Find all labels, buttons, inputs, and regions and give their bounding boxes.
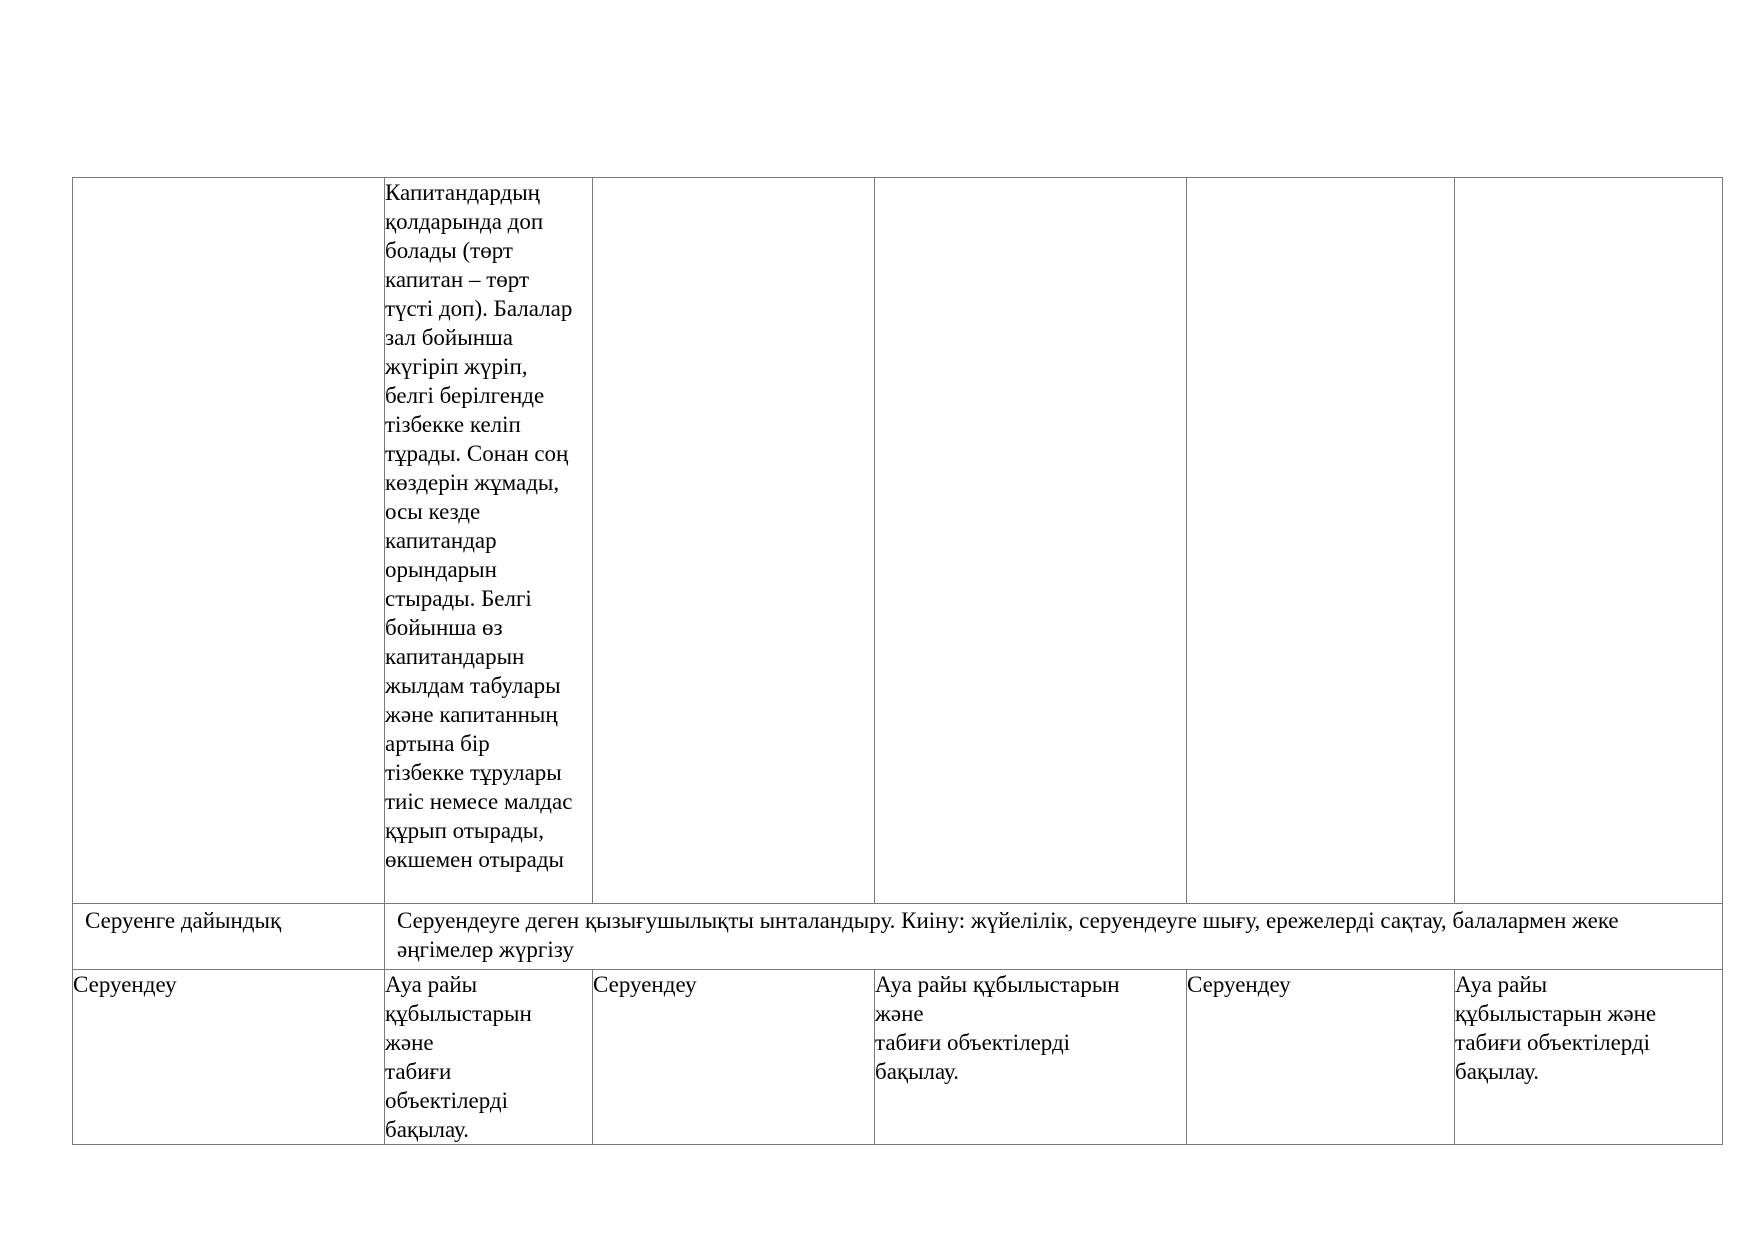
table-cell <box>875 178 1187 904</box>
table-cell <box>593 178 875 904</box>
plan-table <box>72 177 1723 1145</box>
observation-cell: Ауа райы құбылыстарын және табиғи объектілерді бақылау. <box>1455 970 1723 1145</box>
walk-prep-label: Серуенге дайындық <box>73 904 385 970</box>
game-description-cell: Капитандардың қолдарында доп болады (төрт капитан – төрт түсті доп). Балалар зал бойынша жүгіріп жүріп, белгі берілгенде тізбекке келіп тұрады. Сонан соң көздерін жұмады, осы кезде капитандар орындарын стырады. Белгі бойынша өз капитандарын жылдам табулары және капитанның артына бір тізбекке тұрулары тиіс немесе малдас құрып отырады, өкшемен отырады <box>385 178 593 904</box>
table-cell <box>1187 178 1455 904</box>
walk-label-cell: Серуендеу <box>593 970 875 1145</box>
table-row <box>73 178 1723 904</box>
table-cell <box>1455 178 1723 904</box>
table-cell <box>73 178 385 904</box>
observation-cell: Ауа райы құбылыстарын және табиғи объектілерді бақылау. <box>385 970 593 1145</box>
walk-prep-text: Серуендеуге деген қызығушылықты ынталандыру. Киіну: жүйелілік, серуендеуге шығу, ережелерді сақтау, балалармен жеке әңгімелер жүргізу <box>385 904 1723 970</box>
observation-cell: Ауа райы құбылыстарын және табиғи объектілерді бақылау. <box>875 970 1187 1145</box>
table-row <box>73 970 1723 1145</box>
walk-label-cell: Серуендеу <box>73 970 385 1145</box>
walk-label-cell: Серуендеу <box>1187 970 1455 1145</box>
table-row <box>73 904 1723 970</box>
